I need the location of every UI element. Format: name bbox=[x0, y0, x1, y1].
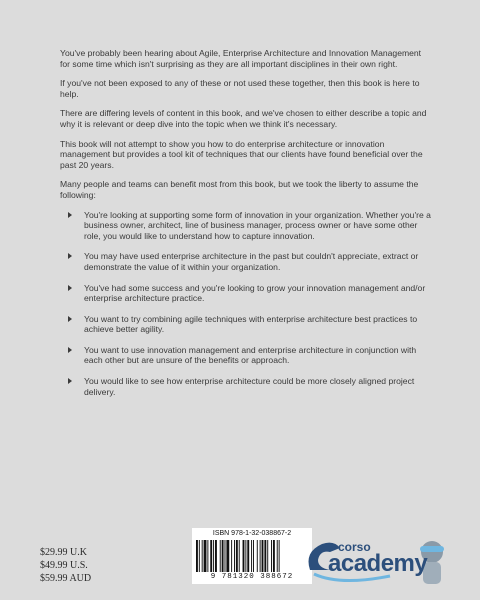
price-us: $49.99 U.S. bbox=[40, 560, 88, 571]
price-uk: $29.99 U.K bbox=[40, 547, 87, 558]
body-text bbox=[60, 48, 432, 407]
barcode bbox=[192, 528, 312, 584]
bullet-arrow-icon bbox=[68, 253, 72, 259]
intro-paragraph-3: There are differing levels of content in this book, and we've chosen to either describe a topic and why it is relevant or deep dive into the topic when we think it's necessary. bbox=[60, 108, 427, 129]
assumption-list bbox=[60, 210, 432, 398]
logo-word-academy: academy bbox=[328, 550, 428, 577]
bullet-arrow-icon bbox=[68, 316, 72, 322]
bullet-arrow-icon bbox=[68, 212, 72, 218]
list-item-text: You would like to see how enterprise architecture could be more closely aligned project delivery. bbox=[84, 376, 415, 397]
bullet-arrow-icon bbox=[68, 378, 72, 384]
list-item-text: You want to use innovation management and enterprise architecture in conjunction with each other but are unsure of the benefits or approach. bbox=[84, 344, 417, 366]
list-item bbox=[60, 210, 432, 242]
isbn-label: ISBN 978-1-32-038867-2 bbox=[212, 530, 292, 537]
bullet-arrow-icon bbox=[68, 347, 72, 353]
list-item bbox=[60, 283, 432, 304]
list-item bbox=[60, 314, 432, 335]
price-list bbox=[40, 546, 91, 585]
intro-paragraph-4: This book will not attempt to show you how to do enterprise architecture or innovation management but provides a tool kit of techniques that our clients have found beneficial over the past 20 years. bbox=[60, 138, 423, 170]
list-item bbox=[60, 251, 432, 272]
intro-paragraph-5: Many people and teams can benefit most from this book, but we took the liberty to assume the following: bbox=[60, 179, 419, 200]
list-item-text: You may have used enterprise architecture in the past but couldn't appreciate, extract or demonstrate the value of it within your organization. bbox=[84, 251, 419, 272]
list-item bbox=[60, 345, 432, 366]
list-item bbox=[60, 376, 432, 397]
list-item-text: You want to try combining agile techniques with enterprise architecture best practices to achieve better agility. bbox=[84, 313, 418, 335]
list-item-text: You've had some success and you're looking to grow your innovation management and/or enterprise architecture practice. bbox=[84, 282, 426, 304]
bullet-arrow-icon bbox=[68, 285, 72, 291]
barcode-digits: 9 781320 388672 bbox=[210, 573, 294, 581]
barcode-bars bbox=[196, 540, 308, 572]
logo-word-corso: corso bbox=[338, 540, 371, 554]
corso-academy-logo bbox=[300, 530, 450, 590]
intro-paragraph-1: You've probably been hearing about Agile, Enterprise Architecture and Innovation Management for some time which isn't surprising as they are all important disciplines in their own right. bbox=[60, 48, 422, 69]
price-aud: $59.99 AUD bbox=[40, 573, 92, 584]
list-item-text: You're looking at supporting some form of innovation in your organization. Whether you're a business owner, architect, line of business manager, process owner or have some other role, you would like to understand how to capture innovation. bbox=[84, 209, 431, 241]
intro-paragraph-2: If you've not been exposed to any of these or not used these together, then this book is here to help. bbox=[60, 78, 420, 99]
